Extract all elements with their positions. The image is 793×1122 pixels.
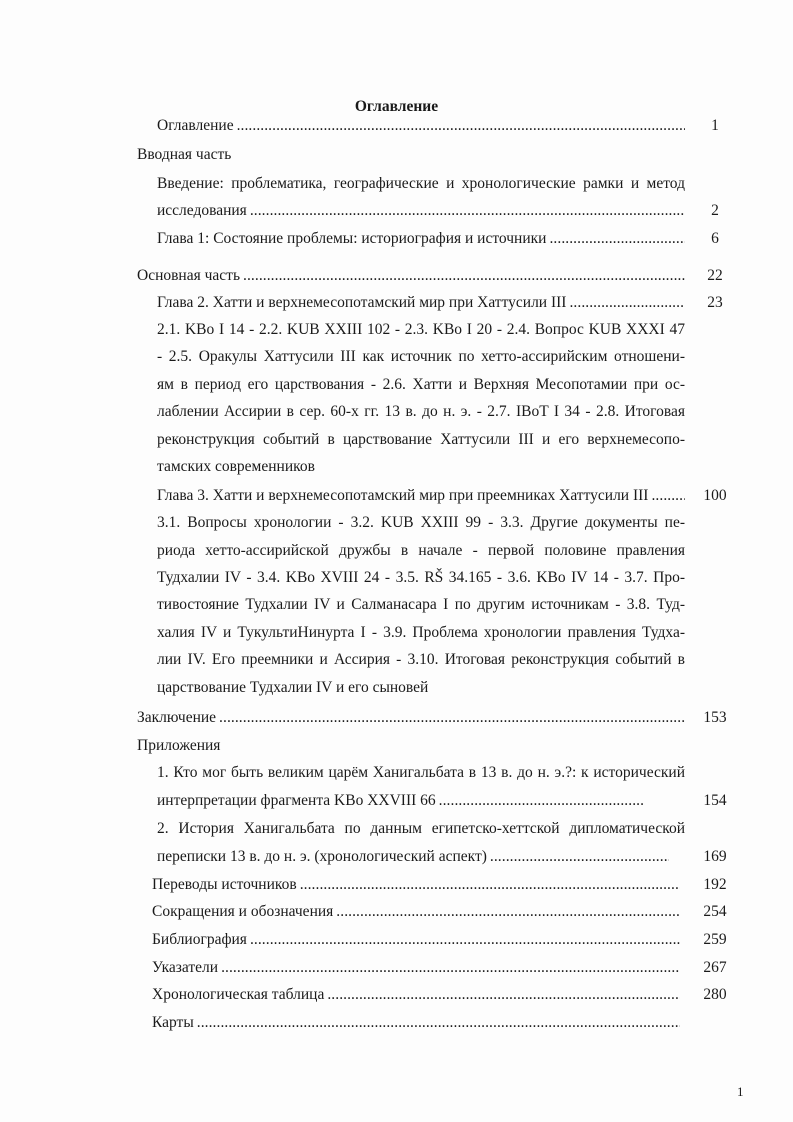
toc-entry-chronological-table[interactable] [152, 986, 680, 1004]
dot-leader [651, 487, 685, 505]
toc-entry-translations[interactable] [152, 876, 680, 894]
dot-leader [336, 903, 680, 921]
toc-entry-appendix-1-line[interactable]: 1. Кто мог быть великим царём Ханигальбата в 13 в. до н. э.?: к исторический [157, 764, 685, 781]
toc-entry-intro[interactable] [157, 202, 685, 220]
dot-leader [197, 1014, 680, 1032]
chapter-3-subsections: 3.1. Вопросы хронологии - 3.2. KUB XXIII 99 - 3.3. Другие документы пе- [157, 514, 685, 531]
toc-entry-main-part[interactable] [137, 267, 685, 285]
toc-entry-chapter-3[interactable] [157, 487, 685, 505]
chapter-3-subsections: риода хетто-ассирийской дружбы в начале - первой половине правления [157, 542, 685, 559]
entry-page: 6 [711, 230, 719, 247]
dot-leader [569, 294, 685, 312]
dot-leader [549, 230, 685, 248]
entry-text: Глава 1: Состояние проблемы: историография и источники [157, 230, 547, 247]
dot-leader [327, 986, 680, 1004]
chapter-2-subsections: 2.1. KBo I 14 - 2.2. KUB XXIII 102 - 2.3. KBo I 20 - 2.4. Вопрос KUB XXXI 47 [157, 321, 685, 338]
entry-page: 267 [703, 959, 727, 976]
dot-leader [219, 709, 685, 727]
chapter-3-subsections: царствование Тудхалии IV и его сыновей [157, 679, 429, 696]
entry-text: переписки 13 в. до н. э. (хронологический аспект) [157, 848, 487, 865]
toc-entry-appendix-2[interactable] [157, 848, 669, 866]
section-intro-part: Вводная часть [137, 146, 232, 163]
entry-page: 22 [707, 267, 723, 284]
chapter-2-subsections: ям в период его царствования - 2.6. Хатти и Верхняя Месопотамии при ос- [157, 376, 685, 393]
chapter-3-subsections: халия IV и ТукультиНинурта I - 3.9. Проблема хронологии правления Тудха- [157, 624, 685, 641]
entry-text: Хронологическая таблица [152, 986, 325, 1003]
entry-page: 153 [703, 709, 727, 726]
entry-page: 169 [703, 848, 727, 865]
entry-text: Переводы источников [152, 876, 297, 893]
toc-entry-toc[interactable] [157, 117, 685, 135]
dot-leader [250, 931, 680, 949]
toc-entry-chapter-2[interactable] [157, 294, 685, 312]
toc-entry-indexes[interactable] [152, 959, 680, 977]
dot-leader [243, 267, 685, 285]
dot-leader [250, 202, 685, 220]
chapter-2-subsections: лаблении Ассирии в сер. 60-х гг. 13 в. до н. э. - 2.7. IBoT I 34 - 2.8. Итоговая [157, 403, 685, 420]
entry-text: Глава 3. Хатти и верхнемесопотамский мир при преемниках Хаттусили III [157, 487, 649, 504]
entry-page: 192 [703, 876, 727, 893]
toc-entry-abbreviations[interactable] [152, 903, 680, 921]
entry-page: 154 [703, 792, 727, 809]
entry-text: Основная часть [137, 267, 241, 284]
page-number: 1 [737, 1084, 744, 1099]
section-appendices: Приложения [137, 737, 221, 754]
toc-title: Оглавление [354, 98, 439, 115]
toc-entry-chapter-1[interactable] [157, 230, 685, 248]
entry-page: 100 [703, 487, 727, 504]
entry-text: Заключение [137, 709, 217, 726]
toc-entry-maps[interactable] [152, 1014, 680, 1032]
chapter-3-subsections: тивостояние Тудхалии IV и Салманасара I по другим источникам - 3.8. Туд- [157, 596, 685, 613]
toc-entry-conclusion[interactable] [137, 709, 685, 727]
toc-entry-appendix-2-line[interactable]: 2. История Ханигальбата по данным египетско-хеттской дипломатической [157, 820, 685, 837]
entry-page: 23 [707, 294, 723, 311]
toc-entry-bibliography[interactable] [152, 931, 680, 949]
dot-leader [439, 792, 645, 810]
entry-page: 1 [711, 117, 719, 134]
chapter-2-subsections: реконструкция событий в царствование Хаттусили III и его верхнемесопо- [157, 431, 685, 448]
dot-leader [221, 959, 680, 977]
dot-leader [300, 876, 680, 894]
entry-text: Оглавление [157, 117, 234, 134]
entry-text: Сокращения и обозначения [152, 903, 334, 920]
toc-entry-appendix-1[interactable] [157, 792, 645, 810]
entry-text: Библиография [152, 931, 247, 948]
chapter-2-subsections: - 2.5. Оракулы Хаттусили III как источник по хетто-ассирийским отношени- [157, 348, 685, 365]
dot-leader [490, 848, 669, 866]
entry-page: 280 [703, 986, 727, 1003]
entry-text: Глава 2. Хатти и верхнемесопотамский мир при Хаттусили III [157, 294, 567, 311]
entry-text: исследования [157, 202, 247, 219]
chapter-2-subsections: тамских современников [157, 458, 315, 475]
entry-text: интерпретации фрагмента KBo XXVIII 66 [157, 792, 436, 809]
chapter-3-subsections: лии IV. Его преемники и Ассирия - 3.10. Итоговая реконструкция событий в [157, 651, 685, 668]
entry-page: 259 [703, 931, 727, 948]
dot-leader [237, 117, 685, 135]
entry-page: 254 [703, 903, 727, 920]
entry-text: Указатели [152, 959, 219, 976]
chapter-3-subsections: Тудхалии IV - 3.4. KBo XVIII 24 - 3.5. RŠ 34.165 - 3.6. KBo IV 14 - 3.7. Про- [157, 569, 685, 586]
toc-entry-intro-line[interactable]: Введение: проблематика, географические и хронологические рамки и метод [157, 175, 685, 192]
entry-text: Карты [152, 1014, 194, 1031]
entry-page: 2 [711, 202, 719, 219]
